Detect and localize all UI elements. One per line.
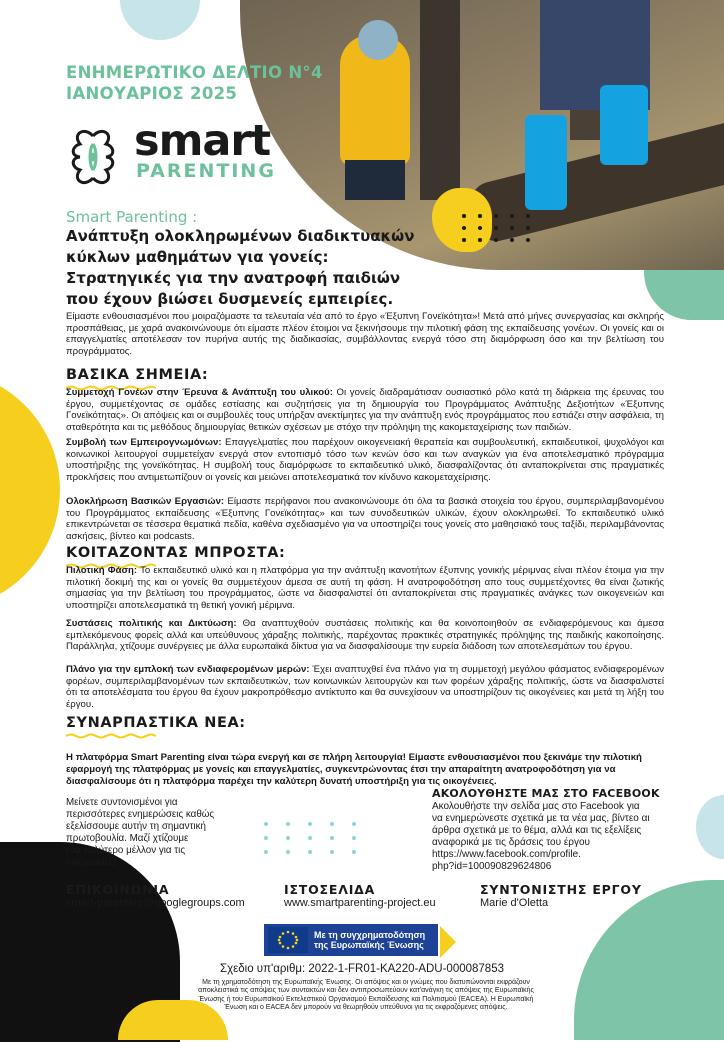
key-point-3-text: Είμαστε περήφανοι που ανακοινώνουμε ότι όλα τα βασικά στοιχεία του έργου, συμπεριλαμβανομένου του Προγράμματος εκπαίδευσης «Έξυπνης Γονεϊκότητας» και των συνοδευτικών υλικών, έχουν ολοκληρωθεί. Το εκπαιδευτικό υλικό επικεντρώνεται σε τέσσερα θεματικά πεδία, καθένα σχεδιασμένο για να υποστηρίζει τους γονείς στο μαθησιακό τους ταξίδι, περιλαμβάνοντας ασκήσεις, βίντεο και podcasts. — [66, 496, 664, 542]
key-point-3 — [66, 496, 664, 542]
facebook-link[interactable]: php?id=100090829624806 — [432, 861, 552, 872]
key-point-3-lead: Ολοκλήρωση Βασικών Εργασιών: — [66, 496, 225, 507]
decorative-circle-teal — [120, 0, 200, 40]
facebook-block — [432, 787, 682, 873]
eu-cofunded-badge — [264, 924, 438, 956]
ahead-item-3-text: Έχει αναπτυχθεί ένα πλάνο για τη συμμετοχή μεγάλου φάσματος ενδιαφερομένων φορέων, συμπεριλαμβανομένων των εκπαιδευτικών, των κοινωνικών λειτουργών και των φορέων χάραξης πολιτικής, ώστε να διασφαλιστεί ότι τα αποτελέσματα του έργου θα έχουν μακροπρόθεσμο αντίκτυπο και θα συνεχίσουν να υποστηρίζουν τις οικογένειες και μετά τη λήξη του έργου. — [66, 664, 665, 710]
section-heading-looking-ahead: ΚΟΙΤΑΖΟΝΤΑΣ ΜΠΡΟΣΤΑ: — [66, 545, 286, 561]
facebook-link[interactable]: https://www.facebook.com/profile. — [432, 849, 581, 860]
stay-tuned-line: περισσότερες ενημερώσεις καθώς — [66, 809, 215, 820]
ahead-item-2 — [66, 618, 664, 653]
coordinator-name: Marie d'Oletta — [480, 897, 549, 909]
contact-label: ΕΠΙΚΟΙΝΩΝΙΑ — [66, 882, 170, 897]
ahead-item-1-lead: Πιλοτική Φάση: — [66, 565, 138, 576]
eu-badge-line: Με τη συγχρηματοδότηση — [314, 930, 426, 940]
headline — [66, 226, 446, 310]
footer-contact — [66, 882, 245, 909]
footer-website — [284, 882, 436, 909]
newsletter-issue — [66, 62, 323, 104]
title-kicker: Smart Parenting : — [66, 208, 198, 226]
issue-line: ΕΝΗΜΕΡΩΤΙΚΟ ΔΕΛΤΙΟ N°4 — [66, 63, 323, 82]
facebook-heading: ΑΚΟΛΟΥΘΗΣΤΕ ΜΑΣ ΣΤΟ FACEBOOK — [432, 787, 660, 800]
stay-tuned-line: Μείνετε συντονισμένοι για — [66, 797, 178, 808]
ahead-item-3 — [66, 664, 664, 710]
headline-line: που έχουν βιώσει δυσμενείς εμπειρίες. — [66, 290, 394, 308]
key-point-1-lead: Συμμετοχή Γονέων στην Έρευνα & Ανάπτυξη του υλικού: — [66, 387, 333, 398]
ahead-item-2-lead: Συστάσεις πολιτικής και Δικτύωση: — [66, 618, 237, 629]
website-label: ΙΣΤΟΣΕΛΙΔΑ — [284, 882, 376, 897]
stay-tuned-line: πρωτοβουλία. Μαζί χτίζουμε — [66, 833, 189, 844]
stay-tuned-line: οικογένειες! — [66, 857, 117, 868]
logo-word-parenting: PARENTING — [136, 160, 276, 182]
smart-parenting-logo-icon — [62, 126, 124, 188]
facebook-text — [432, 801, 682, 873]
ahead-item-2-text: Θα αναπτυχθούν συστάσεις πολιτικής και θα κοινοποιηθούν σε ενδιαφερόμενους και άμεσα εμπλεκόμενους φορείς αλλά και υπεύθυνους χάραξης πολιτικής, παρέχοντας πρακτικές στρατηγικές πρόληψης της παιδικής κακοποίησης. Παράλληλα, χτίζουμε συνέργειες με άλλα ευρωπαϊκά δίκτυα για να διασφαλίσουμε την ευρεία διάδοση των αποτελεσμάτων του έργου. — [66, 618, 664, 653]
facebook-line: να ενημερώνεστε σχετικά με τα νέα μας, βίντεο αι — [432, 813, 650, 824]
footer-coordinator — [480, 882, 642, 909]
section-heading-key-points: ΒΑΣΙΚΑ ΣΗΜΕΙΑ: — [66, 367, 209, 383]
eu-badge-text — [314, 930, 425, 950]
exciting-news-text: Η πλατφόρμα Smart Parenting είναι τώρα ενεργή και σε πλήρη λειτουργία! Είμαστε ενθουσιασμένοι που ξεκινάμε την πιλοτική εφαρμογή της πλατφόρμας με γονείς και επαγγελματίες, συγκεντρώνοντας έτσι την απαραίτητη ανατροφοδότηση για να διασφαλίσουμε ότι η πλατφόρμα παρέχει την καλύτερη δυνατή υποστήριξη για τις οικογένειες. — [66, 752, 642, 787]
decorative-shape-yellow — [0, 370, 60, 610]
ahead-item-3-lead: Πλάνο για την εμπλοκή των ενδιαφερομένων μερών: — [66, 664, 310, 675]
stay-tuned-line: εξελίσσουμε αυτήν τη σημαντική — [66, 821, 206, 832]
headline-line: κύκλων μαθημάτων για γονείς: — [66, 248, 329, 266]
facebook-line: άρθρα σχετικά με το θέμα, αλλά και τις εξελίξεις — [432, 825, 642, 836]
heading-underline — [66, 733, 156, 739]
key-point-2-text: Επαγγελματίες που παρέχουν οικογενειακή θεραπεία και συμβουλευτική, εκπαιδευτικοί, ψυχολόγοι και κοινωνικοί λειτουργοί συμμετείχαν ενεργά στον εντοπισμό τόσο των κενών όσο και των αναγκών για ένα αποτελεσματικό πρόγραμμα υποστήριξης της γονεϊκότητας. Η συμβολή τους διαμόρφωσε το εκπαιδευτικό υλικό, διασφαλίζοντας ότι ανταποκρίνεται στις πραγματικές προκλήσεις που αντιμετωπίζουν οι γονείς και μειώνει αποτελεσματικά τον κίνδυνο κακομεταχείρισης. — [66, 437, 664, 483]
coordinator-label: ΣΥΝΤΟΝΙΣΤΗΣ ΕΡΓΟΥ — [480, 882, 642, 897]
eu-badge-line: της Ευρωπαϊκής Ένωσης — [314, 940, 424, 950]
dot-pattern — [462, 214, 530, 242]
website-link[interactable]: www.smartparenting-project.eu — [284, 897, 436, 909]
stay-tuned-line: ένα καλύτερο μέλλον για τις — [66, 845, 186, 856]
decorative-circle-teal-right — [696, 795, 724, 859]
facebook-line: αναφορικά με τις δράσεις του έργου — [432, 837, 591, 848]
intro-paragraph: Είμαστε ενθουσιασμένοι που μοιραζόμαστε τα τελευταία νέα από το έργο «Έξυπνη Γονεϊκότητα»! Μετά από μήνες συνεργασίας και σκληρής προσπάθειας, με χαρά ανακοινώνουμε ότι είμαστε πλέον έτοιμοι να ξεκινήσουμε την πιλοτική φάση της εκπαίδευσης γονέων. Οι γονείς και οι επαγγελματίες αποτέλεσαν τον πυρήνα αυτής της διαδικασίας, συμβάλλοντας ενεργά τόσο στη διαμόρφωση όσο και την βελτίωση του προγράμματος. — [66, 311, 664, 357]
logo-word-smart: smart — [134, 116, 271, 166]
key-point-2-lead: Συμβολή των Εμπειρογνωμόνων: — [66, 437, 222, 448]
eu-flag-icon — [268, 927, 308, 953]
dot-pattern-teal — [264, 822, 356, 854]
headline-line: Στρατηγικές για την ανατροφή παιδιών — [66, 269, 401, 287]
stay-tuned-text — [66, 797, 256, 869]
key-point-2 — [66, 437, 664, 483]
section-heading-exciting-news: ΣΥΝΑΡΠΑΣΤΙΚΑ ΝΕΑ: — [66, 715, 246, 731]
headline-line: Ανάπτυξη ολοκληρωμένων διαδικτυακών — [66, 227, 415, 245]
chevron-right-icon — [440, 926, 456, 958]
funding-disclaimer: Με τη χρηματοδότηση της Ευρωπαϊκής Ένωσης. Οι απόψεις και οι γνώμες που διατυπώνονται εκφράζουν αποκλειστικά τις απόψεις των συντακτών και δεν αντιπροσωπεύουν κατ'ανάγκη τις απόψεις της Ευρωπαϊκής Ένωσης ή του Ευρωπαϊκού Εκτελεστικού Οργανισμού Εκπαίδευσης και Πολιτισμού (EACEA). Η Ευρωπαϊκή Ένωση και ο EACEA δεν μπορούν να θεωρηθούν υπεύθυνοι για τις εκφραζόμενες απόψεις. — [198, 979, 534, 1012]
ahead-item-1 — [66, 565, 664, 611]
key-point-1 — [66, 387, 664, 433]
contact-email[interactable]: smart-parenting@googlegroups.com — [66, 897, 245, 909]
key-point-1-text: Οι γονείς διαδραμάτισαν ουσιαστικό ρόλο κατά τη διάρκεια της έρευνας του έργου, συμμετέχοντας σε ομάδες εστίασης και συζητήσεις για τη δημιουργία του Προγράμματος Ανάπτυξης Δεξιοτήτων «Έξυπνης Γονεϊκότητας». Οι απόψεις και οι συμβουλές τους υπήρξαν ανεκτίμητες για την ανάπτυξη ενός προγράμματος που εστιάζει στην ασφάλεια, τη σταθερότητα και τις μεθόδους δημιουργίας θετικών σχέσεων με στόχο την πρόληψη της κακομεταχείρισης των παιδιών. — [66, 387, 664, 433]
facebook-line: Ακολουθήστε την σελίδα μας στο Facebook για — [432, 801, 640, 812]
issue-date: ΙΑΝΟΥΑΡΙΟΣ 2025 — [66, 84, 238, 103]
ahead-item-1-text: Το εκπαιδευτικό υλικό και η πλατφόρμα για την ανάπτυξη ικανοτήτων έξυπνης γονικής μέριμνας είναι πλέον έτοιμα για την πιλοτική δοκιμή της και οι γονείς θα συμμετέχουν άμεσα σε αυτή τη φάση. Η ανατροφοδότηση απο τους συμμετέχοντες θα είναι ζωτικής σημασίας για την βελτίωση του προγράμματος, ώστε να διασφαλιστεί ότι ανταποκρίνεται στις πραγματικές ανάγκες των οικογενειών και υποστηρίζει αποτελεσματικά τη θετική γονική μέριμνα. — [66, 565, 664, 611]
project-number: Σχεδιο υπ'αριθμ: 2022-1-FR01-KA220-ADU-000087853 — [219, 963, 504, 975]
